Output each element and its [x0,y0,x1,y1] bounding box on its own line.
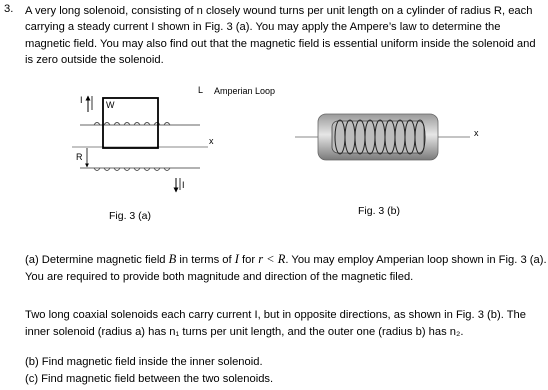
label-amperian-loop: Amperian Loop [214,86,276,96]
part-a-text [25,251,547,286]
part-a-mid1: in terms of [176,254,235,266]
caption-fig-a: Fig. 3 (a) [109,210,152,222]
label-R: R [76,152,83,162]
figure-b [295,114,470,160]
question-intro: A very long solenoid, consisting of n closely wound turns per unit length on a cylinder of radius R, each carrying a steady current I shown in Fig. 3 (a). You may apply the Ampere’s law to determine the magnetic field. You may also find out that the magnetic field is essential uniform inside the solenoid and is zero outside the solenoid. [25,5,536,66]
symbol-B: B [168,252,177,266]
label-I-bottom: I [182,180,185,190]
condition-r-less-R: r < R [258,252,286,266]
part-a-pre: (a) Determine magnetic field [25,254,169,266]
part-a-mid2: for [238,254,259,266]
label-L: L [198,85,204,95]
part-a-post: . You may employ Amperian loop shown in Fig. 3 (a). You are required to provide both magnitude and direction of the magnetic filed. [25,254,547,283]
label-x-b: x [474,128,479,138]
figure-a [72,96,208,192]
part-b-text: (b) Find magnetic field inside the inner solenoid. [25,356,263,368]
label-x-a: x [209,136,214,146]
label-I-top: I [80,95,83,105]
coaxial-text: Two long coaxial solenoids each carry current I, but in opposite directions, as shown in Fig. 3 (b). The inner solenoid (radius a) has n₁ turns per unit length, and the outer one (radius b) has n₂. [25,309,527,338]
caption-fig-b: Fig. 3 (b) [358,205,401,217]
label-W: W [106,100,115,110]
part-c-text: (c) Find magnetic field between the two solenoids. [25,373,274,385]
question-number: 3. [4,3,14,15]
symbol-I: I [234,252,239,266]
